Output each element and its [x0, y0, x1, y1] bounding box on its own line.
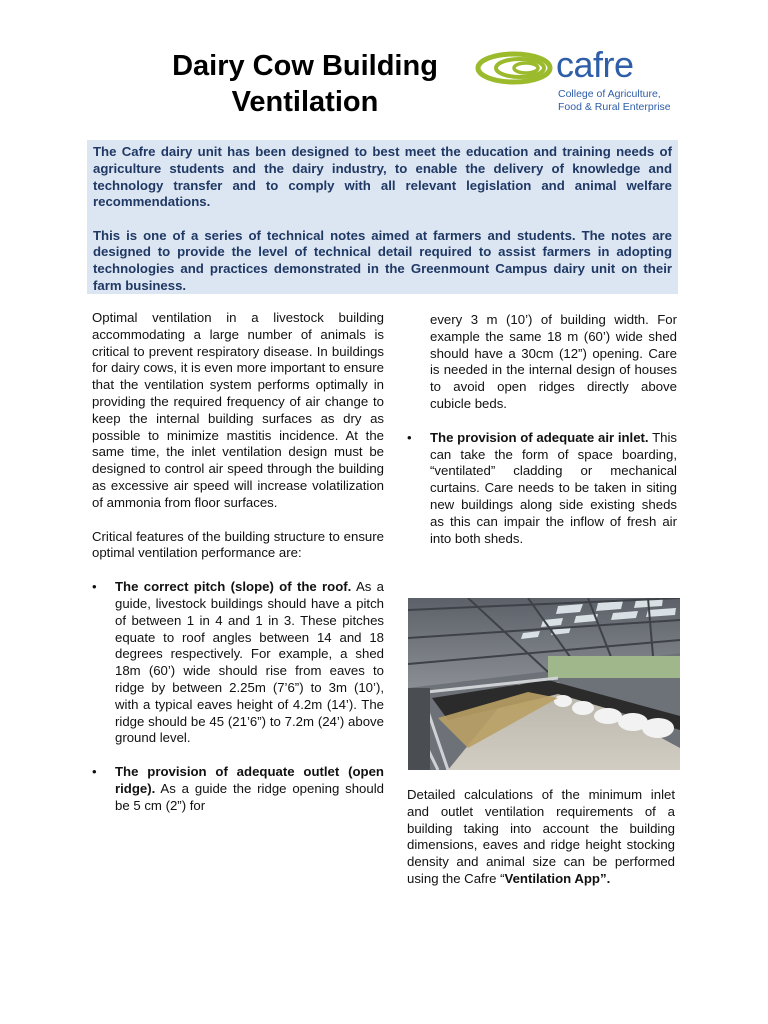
bullet-icon: • [407, 429, 412, 445]
page-title [130, 48, 480, 120]
ventilation-app-reference: Ventilation App”. [504, 870, 611, 886]
cafre-logo [470, 30, 710, 120]
logo-subtitle-line-1: College of Agriculture, [558, 88, 661, 100]
bullet-roof-pitch-text: As a guide, livestock buildings should have a pitch of between 1 in 4 and 1 in 3. These pitches equate to roof angles between 14 and 18 degrees respectively. For example, a shed 18m (60’) wide should rise from eaves to ridge by between 2.25m (7’6”) to 3m (10’), with a typical eaves height of 4.2m (14’). The ridge should be 45 (21’6”) to 7.2m (24’) above ground level. [115, 579, 384, 746]
bullet-inlet-text: This can take the form of space boarding, “ventilated” cladding or mechanical curtains. Care needs to be taken in siting new buildings along side existing sheds as this can impair the inflow of fresh air into both sheds. [430, 429, 677, 546]
logo-wordmark: cafre [556, 44, 634, 85]
caption-text: Detailed calculations of the minimum inlet and outlet ventilation requirements of a building taking into account the building dimensions, eaves and ridge height stocking density and animal size can be performed using the Cafre “ [407, 787, 675, 886]
bullet-outlet-text: As a guide the ridge opening should be 5 cm (2”) for [115, 780, 384, 813]
title-line-2: Ventilation [231, 86, 379, 118]
bullet-roof-pitch [92, 579, 384, 747]
bullet-outlet-heading: The provision of adequate outlet (open ridge). [115, 764, 384, 796]
bullet-outlet [92, 764, 384, 814]
bullet-outlet-continued: every 3 m (10’) of building width. For example the same 18 m (60’) wide shed should have a 30cm (12”) opening. Care is needed in the internal design of houses to avoid open ridges directly above cubicle beds. [430, 312, 677, 411]
bullet-roof-pitch-heading: The correct pitch (slope) of the roof. [115, 579, 352, 595]
intro-paragraph-1: The Cafre dairy unit has been designed to best meet the education and training needs of agriculture students and the dairy industry, to enable the delivery of knowledge and technology transfer and to comply with all relevant legislation and animal welfare recommendations. [93, 144, 672, 210]
body-paragraph-1: Optimal ventilation in a livestock building accommodating a large number of animals is critical to prevent respiratory disease. In buildings for dairy cows, it is even more important to ensure that the ventilation system performs optimally in providing the required frequency of air change to keep the internal building surfaces as dry as possible to minimize mastitis incidence. At the same time, the inlet ventilation design must be designed to control air speed through the building as excessive air speed will increase volatilization of ammonia from floor surfaces. [92, 310, 384, 510]
logo-subtitle-line-2: Food & Rural Enterprise [558, 101, 671, 113]
swirl-logo-icon [470, 46, 560, 106]
bullet-icon: • [92, 764, 97, 780]
photo-caption [407, 787, 675, 888]
left-column [92, 310, 384, 815]
bullet-inlet [407, 430, 677, 548]
intro-box [87, 140, 678, 294]
right-column [407, 312, 677, 547]
bullet-icon: • [92, 579, 97, 595]
body-paragraph-2: Critical features of the building structure to ensure optimal ventilation performance are: [92, 528, 384, 561]
logo-subtitle [558, 88, 671, 114]
dairy-shed-photo [408, 598, 680, 770]
intro-paragraph-2: This is one of a series of technical notes aimed at farmers and students. The notes are designed to provide the level of technical detail required to assist farmers in adopting technologies and practices demonstrated in the Greenmount Campus dairy unit on their farm business. [93, 227, 672, 294]
title-line-1: Dairy Cow Building [172, 50, 438, 82]
bullet-inlet-heading: The provision of adequate air inlet. [430, 429, 649, 445]
